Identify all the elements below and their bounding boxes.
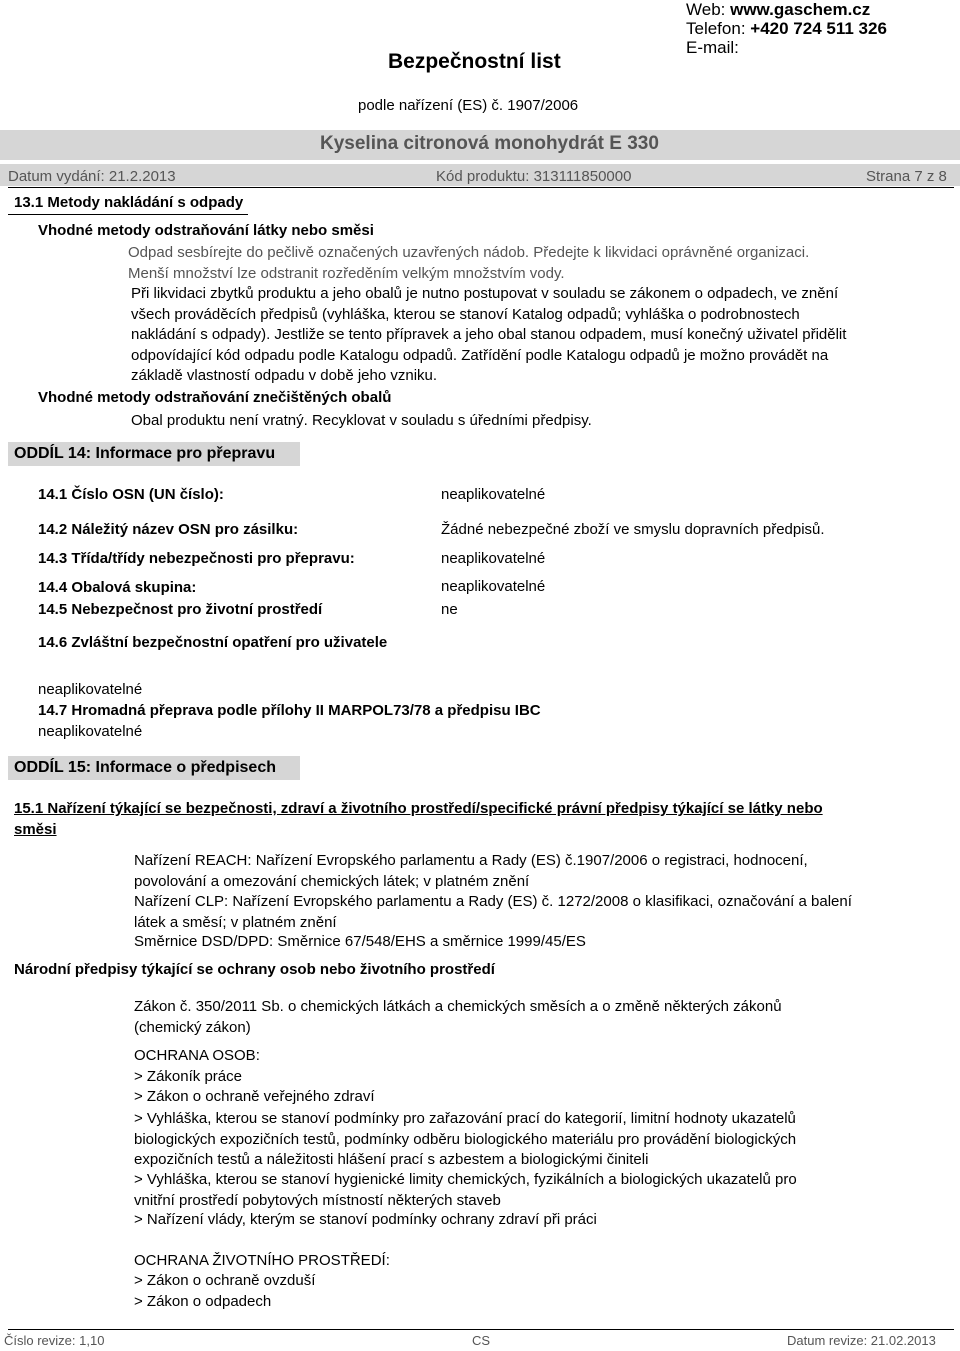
regulation-line: podle nařízení (ES) č. 1907/2006 xyxy=(358,97,579,114)
s14-row1-value: neaplikovatelné xyxy=(441,486,546,503)
s14-7-heading: 14.7 Hromadná přeprava podle přílohy II MARPOL73/78 a předpisu IBC xyxy=(38,702,541,719)
s15-national-heading: Národní předpisy týkající se ochrany osob nebo životního prostředí xyxy=(14,961,495,978)
meta-bar xyxy=(0,164,960,186)
s15-zakon: Zákon č. 350/2011 Sb. o chemických látkách a chemických směsích a o změně některých zákonů (chemický zákon) xyxy=(134,998,782,1036)
s15-osob-item: > Vyhláška, kterou se stanoví podmínky pro zařazování prací do kategorií, limitní hodnoty ukazatelů biologických expozičních testů, podmínky odběru biologického materiálu pro provádění biologických expozičních testů a náležitosti hlášení prací s azbestem a biologickými činiteli xyxy=(134,1110,797,1168)
s14-6-heading: 14.6 Zvláštní bezpečnostní opatření pro uživatele xyxy=(38,634,388,651)
s13-heading: 13.1 Metody nakládání s odpady xyxy=(14,194,244,211)
s15-clp: Nařízení CLP: Nařízení Evropského parlamentu a Rady (ES) č. 1272/2008 o klasifikaci, označování a balení látek a směsí; v platném znění xyxy=(134,893,852,931)
s14-row3-value: neaplikovatelné xyxy=(441,550,546,567)
revision-date: Datum revize: 21.02.2013 xyxy=(787,1333,936,1348)
s15-zp-item: > Zákon o odpadech xyxy=(134,1293,272,1310)
s15-osob-item: > Zákoník práce xyxy=(134,1068,242,1085)
s13-p2: Při likvidaci zbytků produktu a jeho obalů je nutno postupovat v souladu se zákonem o odpadech, ve znění všech prováděcích předpisů (vyhláška, kterou se stanoví Katalog odpadů; vyhláška o podrobnostech nakládání s odpady). Jestliže se tento přípravek a jeho obal stanou odpadem, musí konečný uživatel přidělit odpovídající kód odpadu podle Katalogu odpadů. Zatřídění podle Katalogu odpadů je možno provádět na základě vlastností odpadu v době jeho vzniku. xyxy=(131,285,847,384)
s15-zp-item: > Zákon o ochraně ovzduší xyxy=(134,1272,316,1289)
s13-p3: Obal produktu není vratný. Recyklovat v souladu s úředními předpisy. xyxy=(131,412,592,429)
s15-osob-item: > Zákon o ochraně veřejného zdraví xyxy=(134,1088,375,1105)
page-number: Strana 7 z 8 xyxy=(866,168,947,185)
s15-osob-item: > Nařízení vlády, kterým se stanoví podmínky ochrany zdraví při práci xyxy=(134,1211,597,1228)
product-bar xyxy=(0,130,960,160)
web-link[interactable]: www.gaschem.cz xyxy=(730,0,871,19)
s15-ochrana-osob: OCHRANA OSOB: xyxy=(134,1047,260,1064)
s15-heading-bar xyxy=(8,756,300,780)
s15-ochrana-zp: OCHRANA ŽIVOTNÍHO PROSTŘEDÍ: xyxy=(134,1252,390,1269)
phone-label: Telefon: xyxy=(686,19,746,38)
s14-row4-label: 14.4 Obalová skupina: xyxy=(38,579,197,596)
document-title: Bezpečnostní list xyxy=(388,50,561,73)
s13-sub1: Vhodné metody odstraňování látky nebo směsi xyxy=(38,222,374,239)
s15-osob-item: > Vyhláška, kterou se stanoví hygienické limity chemických, fyzikálních a biologických ukazatelů pro vnitřní prostředí pobytových místností některých staveb xyxy=(134,1171,797,1209)
s15-heading: ODDÍL 15: Informace o předpisech xyxy=(14,759,276,776)
s14-row1-label: 14.1 Číslo OSN (UN číslo): xyxy=(38,486,224,503)
s15-dsd: Směrnice DSD/DPD: Směrnice 67/548/EHS a směrnice 1999/45/ES xyxy=(134,933,586,950)
revision-number: Číslo revize: 1,10 xyxy=(4,1333,105,1348)
web-label: Web: xyxy=(686,0,726,19)
s14-heading: ODDÍL 14: Informace pro přepravu xyxy=(14,445,276,462)
phone-number: +420 724 511 326 xyxy=(750,19,887,38)
s14-row4-value: neaplikovatelné xyxy=(441,578,546,595)
issue-date: Datum vydání: 21.2.2013 xyxy=(8,168,176,185)
s14-row2-value: Žádné nebezpečné zboží ve smyslu dopravních předpisů. xyxy=(441,521,825,538)
s14-heading-bar xyxy=(8,442,300,466)
s14-row2-label: 14.2 Náležitý název OSN pro zásilku: xyxy=(38,521,299,538)
s15-reach: Nařízení REACH: Nařízení Evropského parlamentu a Rady (ES) č.1907/2006 o registraci, hodnocení, povolování a omezování chemických látek; v platném znění xyxy=(134,852,808,890)
header-divider xyxy=(8,187,954,188)
s13-sub2: Vhodné metody odstraňování znečištěných obalů xyxy=(38,389,392,406)
s14-6-value: neaplikovatelné xyxy=(38,681,143,698)
s15-1-heading: 15.1 Nařízení týkající se bezpečnosti, zdraví a životního prostředí/specifické právní předpisy týkající se látky nebo směsi xyxy=(14,800,823,838)
email-label: E-mail: xyxy=(686,38,739,57)
s14-row5-label: 14.5 Nebezpečnost pro životní prostředí xyxy=(38,601,323,618)
s13-p1: Odpad sesbírejte do pečlivě označených uzavřených nádob. Předejte k likvidaci oprávněné organizaci. Menší množství lze odstranit rozředěním velkým množstvím vody. xyxy=(128,244,810,282)
s14-7-value: neaplikovatelné xyxy=(38,723,143,740)
product-code: Kód produktu: 313111850000 xyxy=(436,168,632,185)
product-name: Kyselina citronová monohydrát E 330 xyxy=(320,133,659,154)
footer-divider xyxy=(8,1329,954,1330)
s13-heading-underline xyxy=(8,214,248,215)
s14-row3-label: 14.3 Třída/třídy nebezpečnosti pro přepravu: xyxy=(38,550,355,567)
s14-row5-value: ne xyxy=(441,601,458,618)
language-code: CS xyxy=(472,1333,491,1348)
contact-block xyxy=(686,0,887,57)
